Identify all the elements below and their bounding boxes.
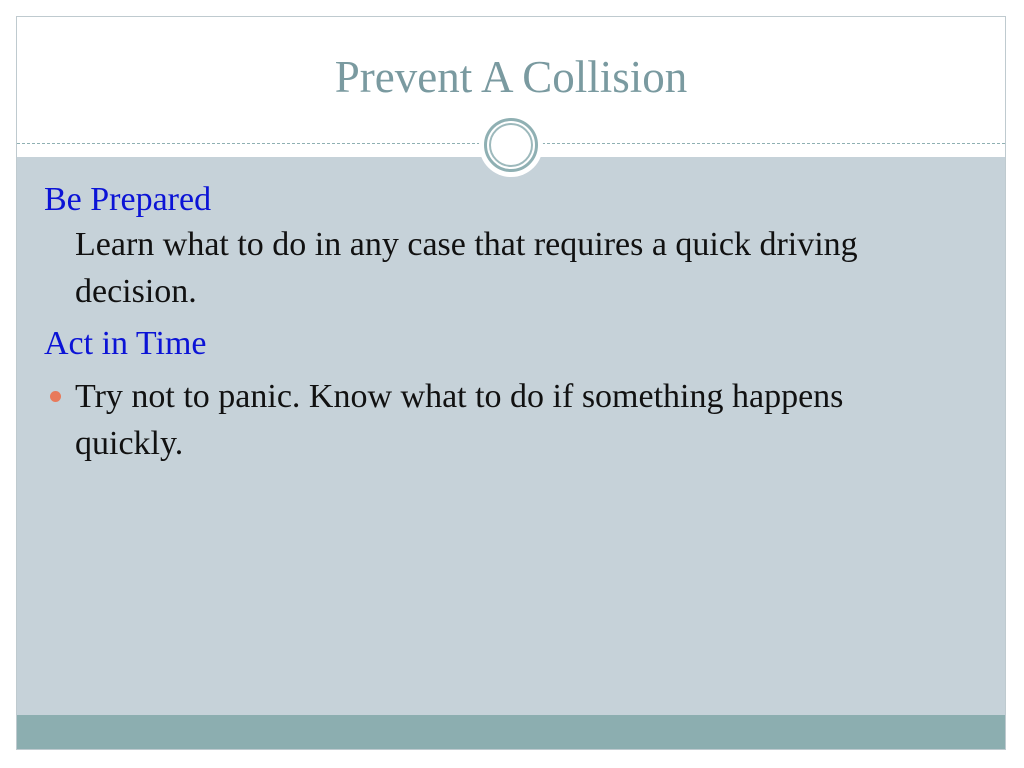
section-heading-act-in-time: Act in Time	[44, 325, 207, 362]
bullet-text: Try not to panic. Know what to do if something happens quickly.	[75, 378, 844, 462]
section-text-be-prepared: Learn what to do in any case that requires a quick driving decision.	[75, 226, 858, 310]
slide	[16, 16, 1006, 750]
bullet-item	[44, 373, 944, 467]
section-heading-be-prepared: Be Prepared	[44, 181, 212, 218]
bullet-dot-icon	[50, 391, 61, 402]
slide-title: Prevent A Collision	[334, 52, 688, 102]
inner-ring-icon	[489, 123, 533, 167]
slide-body	[44, 179, 944, 467]
footer-bar	[17, 715, 1005, 749]
